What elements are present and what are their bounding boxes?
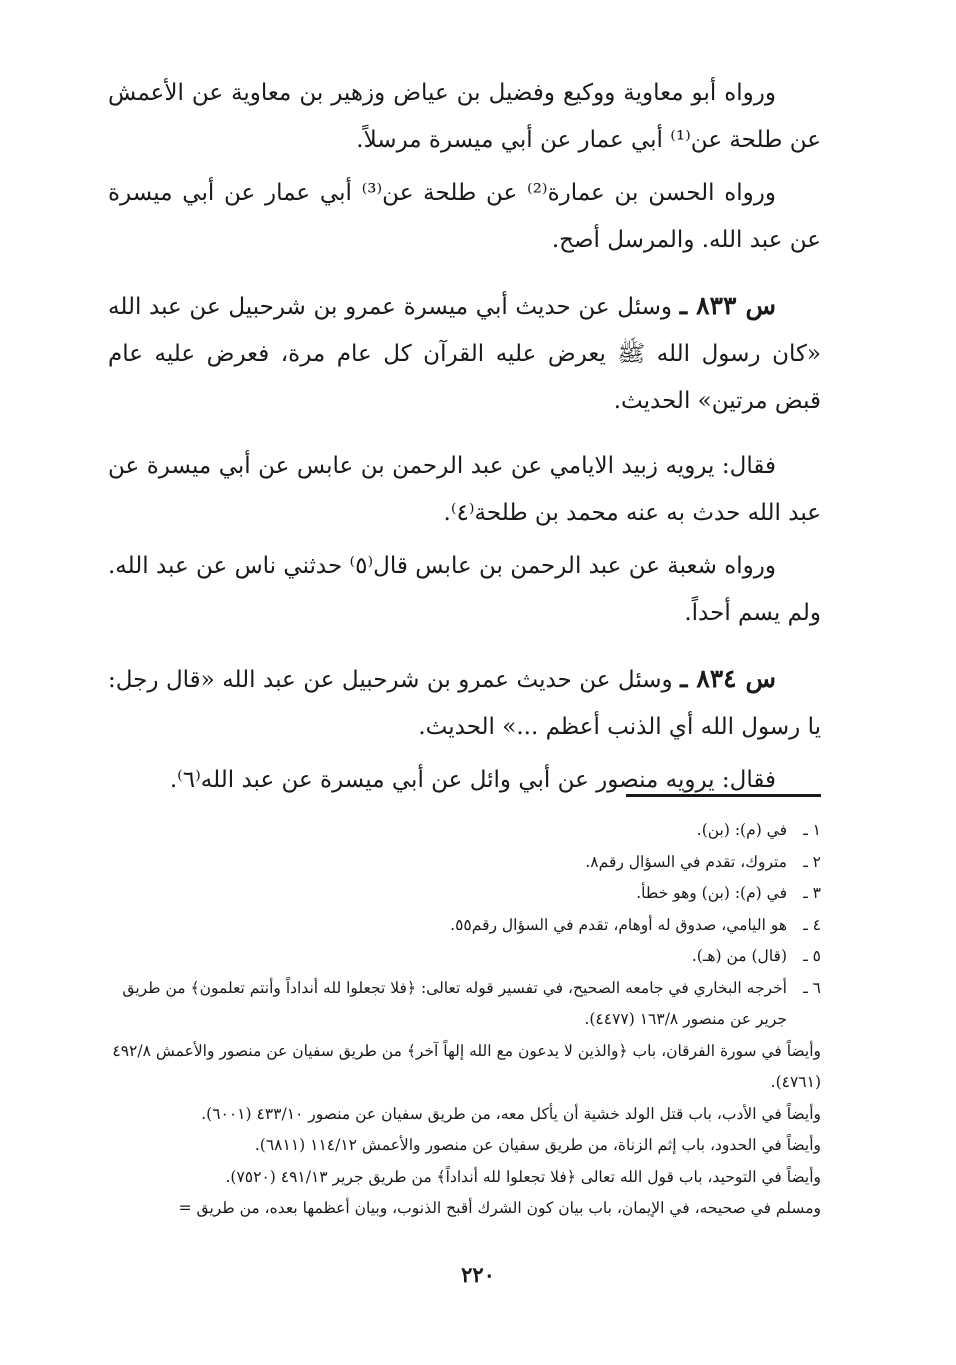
footnote-text: (قال) من (هـ).	[691, 947, 787, 965]
footnote-6-continuation-3: وأيضاً في الحدود، باب إثم الزناة، من طريق سفيان عن منصور والأعمش ١١٤/١٢ (٦٨١١).	[254, 1136, 821, 1154]
question-834	[108, 655, 821, 751]
footnote-number: ٥ ـ	[803, 947, 821, 965]
footnote-2	[108, 847, 821, 879]
footnote-5	[108, 941, 821, 973]
answer-833-paragraph-2: ورواه شعبة عن عبد الرحمن بن عابس قال⁽٥⁾ حدثني ناس عن عبد الله. ولم يسم أحداً.	[108, 553, 821, 626]
footnote-6-continuation-5: ومسلم في صحيحه، في الإيمان، باب بيان كون الشرك أقبح الذنوب، وبيان أعظمها بعده، من طريق =	[178, 1199, 821, 1217]
paragraph-1: ورواه أبو معاوية ووكيع وفضيل بن عياض وزهير بن معاوية عن الأعمش عن طلحة عن⁽¹⁾ أبي عمار عن أبي ميسرة مرسلاً.	[108, 80, 821, 153]
footnote-text: في (م): (بن) وهو خطأ.	[636, 884, 787, 902]
answer-833-paragraph-1: فقال: يرويه زبيد الايامي عن عبد الرحمن بن عابس عن أبي ميسرة عن عبد الله حدث به عنه محمد بن طلحة⁽٤⁾.	[108, 453, 821, 526]
footnote-text: متروك، تقدم في السؤال رقم٨.	[585, 852, 787, 871]
question-834-number: س ٨٣٤ ـ	[680, 664, 776, 693]
footnote-number: ٢ ـ	[803, 852, 821, 871]
question-834-text: وسئل عن حديث عمرو بن شرحبيل عن عبد الله «قال رجل: يا رسول الله أي الذنب أعظم ...» الحديث.	[108, 667, 821, 740]
paragraph-2: ورواه الحسن بن عمارة⁽²⁾ عن طلحة عن⁽³⁾ أبي عمار عن أبي ميسرة عن عبد الله. والمرسل أصح.	[108, 180, 821, 253]
footnote-3	[108, 878, 821, 910]
footnote-4	[108, 910, 821, 942]
footnote-6-continuation-1: وأيضاً في سورة الفرقان، باب ﴿والذين لا يدعون مع الله إلهاً آخر﴾ من طريق سفيان عن منصور والأعمش ٤٩٢/٨ (٤٧٦١).	[112, 1041, 821, 1091]
answer-834-paragraph-1: فقال: يرويه منصور عن أبي وائل عن أبي ميسرة عن عبد الله⁽٦⁾.	[169, 767, 776, 793]
footnote-separator	[626, 794, 821, 797]
footnote-text: هو اليامي، صدوق له أوهام، تقدم في السؤال رقم٥٥.	[450, 915, 787, 934]
question-833	[108, 282, 821, 425]
footnote-text: في (م): (بن).	[696, 821, 787, 839]
footnote-number: ١ ـ	[803, 821, 821, 839]
footnote-1	[108, 815, 821, 847]
footnote-6-continuation-4: وأيضاً في التوحيد، باب قول الله تعالى ﴿فلا تجعلوا لله أنداداً﴾ من طريق جرير ٤٩١/١٣ (٧٥٢٠).	[225, 1167, 821, 1186]
page-number: ٢٢٠	[461, 1262, 495, 1287]
footnote-number: ٤ ـ	[803, 915, 821, 934]
footnote-number: ٣ ـ	[803, 884, 821, 902]
question-833-text: وسئل عن حديث أبي ميسرة عمرو بن شرحبيل عن عبد الله «كان رسول الله ﷺ يعرض عليه القرآن كل عام مرة، فعرض عليه عام قبض مرتين» الحديث.	[108, 294, 821, 414]
footnote-number: ٦ ـ	[803, 978, 821, 997]
footnote-text: أخرجه البخاري في جامعه الصحيح، في تفسير قوله تعالى: ﴿فلا تجعلوا لله أنداداً وأنتم تعلمون﴾ من طريق جرير عن منصور ١٦٣/٨ (٤٤٧٧).	[122, 978, 787, 1028]
main-text	[108, 70, 821, 804]
question-833-number: س ٨٣٣ ـ	[679, 291, 776, 320]
footnotes	[108, 815, 821, 1225]
footnote-6-continuation-2: وأيضاً في الأدب، باب قتل الولد خشية أن يأكل معه، من طريق سفيان عن منصور ٤٣٣/١٠ (٦٠٠١).	[201, 1104, 821, 1123]
footnote-6	[108, 973, 821, 1036]
